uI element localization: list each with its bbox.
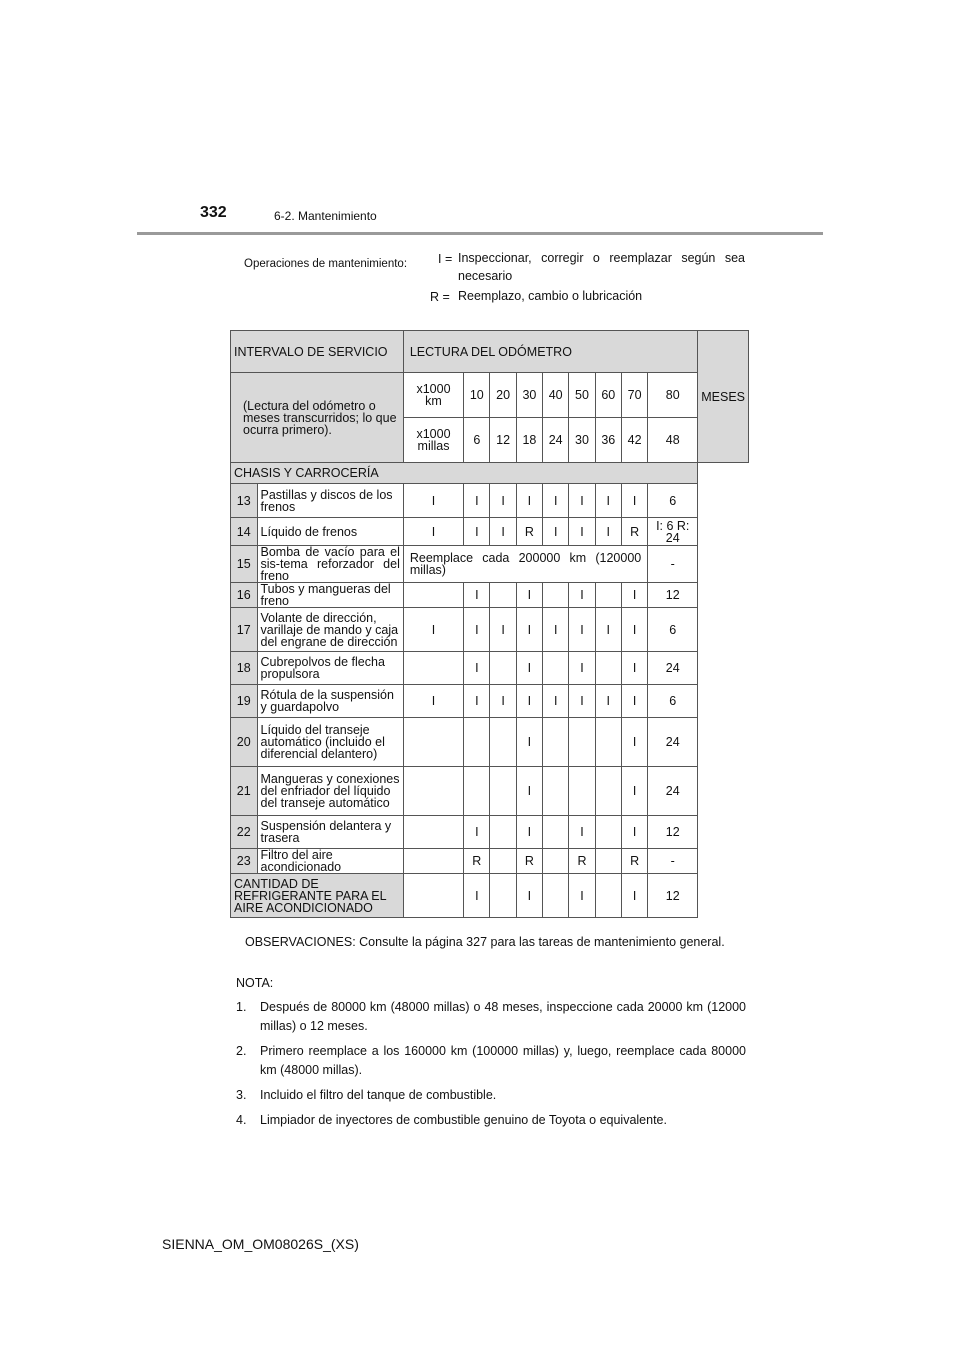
miles-value: 18 xyxy=(516,418,542,463)
row-cell: I xyxy=(490,484,516,518)
row-cell xyxy=(543,718,569,767)
row-cell xyxy=(490,652,516,685)
table-row xyxy=(231,608,749,652)
row-months: - xyxy=(648,546,698,583)
row-number: 15 xyxy=(231,546,258,583)
miles-value: 12 xyxy=(490,418,516,463)
legend-text-i: Inspeccionar, corregir o reemplazar según sea necesario xyxy=(458,251,745,283)
row-number: 19 xyxy=(231,685,258,718)
miles-value: 6 xyxy=(464,418,490,463)
table-row xyxy=(231,652,749,685)
row-cell: I xyxy=(403,608,463,652)
odometer-header: LECTURA DEL ODÓMETRO xyxy=(403,331,697,373)
row-cell: I xyxy=(543,685,569,718)
row-cell: I xyxy=(621,484,647,518)
row-cell xyxy=(595,652,621,685)
table-row xyxy=(231,518,749,546)
row-description: Cubrepolvos de flecha propulsora xyxy=(257,652,403,685)
row-cell: I xyxy=(569,484,595,518)
row-cell xyxy=(543,767,569,816)
row-cell: R xyxy=(621,849,647,874)
row-cell: I xyxy=(516,718,542,767)
row-cell: I xyxy=(621,583,647,608)
row-cell xyxy=(543,652,569,685)
table-row xyxy=(231,718,749,767)
km-value: 70 xyxy=(621,373,647,418)
row-cell: R xyxy=(621,518,647,546)
row-number: 20 xyxy=(231,718,258,767)
refrigerant-months: 12 xyxy=(648,874,698,918)
legend-text-r: Reemplazo, cambio o lubricación xyxy=(458,289,643,303)
refrigerant-cell xyxy=(543,874,569,918)
row-cell: I xyxy=(569,608,595,652)
months-header: MESES xyxy=(698,331,749,463)
row-cell: I xyxy=(490,608,516,652)
note-text: Después de 80000 km (48000 millas) o 48 meses, inspeccione cada 20000 km (12000 millas) o 12 meses. xyxy=(260,1000,746,1033)
miles-label: x1000 millas xyxy=(403,418,463,463)
legend-key-i: I = xyxy=(438,252,453,266)
km-value: 80 xyxy=(648,373,698,418)
refrigerant-cell xyxy=(403,874,463,918)
note-item xyxy=(236,1086,746,1105)
km-row xyxy=(231,373,749,418)
miles-value: 30 xyxy=(569,418,595,463)
header-rule xyxy=(137,232,823,235)
row-cell xyxy=(403,583,463,608)
maintenance-schedule-table xyxy=(230,330,749,918)
row-cell: I xyxy=(621,652,647,685)
row-cell: I xyxy=(569,583,595,608)
row-cell xyxy=(595,849,621,874)
row-cell: I xyxy=(569,816,595,849)
legend-key-r: R = xyxy=(430,290,450,304)
row-cell: I xyxy=(595,608,621,652)
row-cell: I xyxy=(490,685,516,718)
table-row xyxy=(231,816,749,849)
note-number: 4. xyxy=(236,1113,247,1127)
row-months: I: 6 R: 24 xyxy=(648,518,698,546)
row-months: - xyxy=(648,849,698,874)
row-cell: I xyxy=(621,718,647,767)
row-span-text: Reemplace cada 200000 km (120000 millas) xyxy=(403,546,647,583)
row-cell xyxy=(543,849,569,874)
table-row xyxy=(231,583,749,608)
row-cell xyxy=(543,816,569,849)
refrigerant-description: CANTIDAD DE REFRIGERANTE PARA EL AIRE ACONDICIONADO xyxy=(231,874,404,918)
row-cell xyxy=(490,583,516,608)
row-cell: I xyxy=(621,608,647,652)
note-text: Primero reemplace a los 160000 km (100000 millas) y, luego, reemplace cada 80000 km (48000 millas). xyxy=(260,1044,746,1077)
refrigerant-row xyxy=(231,874,749,918)
row-cell: I xyxy=(464,484,490,518)
note-item xyxy=(236,1042,746,1080)
note-number: 1. xyxy=(236,1000,247,1014)
footer-code: SIENNA_OM_OM08026S_(XS) xyxy=(162,1236,359,1252)
row-number: 17 xyxy=(231,608,258,652)
row-number: 16 xyxy=(231,583,258,608)
row-months: 24 xyxy=(648,652,698,685)
note-number: 2. xyxy=(236,1044,247,1058)
table-row xyxy=(231,849,749,874)
row-months: 12 xyxy=(648,816,698,849)
row-cell: I xyxy=(516,685,542,718)
table-row xyxy=(231,685,749,718)
row-description: Tubos y mangueras del freno xyxy=(257,583,403,608)
row-number: 13 xyxy=(231,484,258,518)
row-cell: I xyxy=(595,518,621,546)
row-cell: R xyxy=(516,849,542,874)
row-cell xyxy=(595,816,621,849)
refrigerant-cell xyxy=(490,874,516,918)
km-value: 20 xyxy=(490,373,516,418)
note-text: Incluido el filtro del tanque de combustible. xyxy=(260,1088,497,1102)
refrigerant-cell: I xyxy=(621,874,647,918)
row-cell: I xyxy=(464,685,490,718)
row-cell: I xyxy=(621,767,647,816)
row-cell: I xyxy=(464,583,490,608)
legend-label: Operaciones de mantenimiento: xyxy=(244,258,408,270)
note-item xyxy=(236,1111,746,1130)
row-cell: I xyxy=(490,518,516,546)
row-cell xyxy=(464,718,490,767)
refrigerant-cell: I xyxy=(569,874,595,918)
row-cell xyxy=(490,816,516,849)
row-cell xyxy=(490,849,516,874)
row-months: 6 xyxy=(648,484,698,518)
row-cell: I xyxy=(464,608,490,652)
nota-title: NOTA: xyxy=(236,976,274,990)
row-cell: I xyxy=(516,583,542,608)
row-description: Suspensión delantera y trasera xyxy=(257,816,403,849)
row-months: 6 xyxy=(648,685,698,718)
row-cell xyxy=(595,583,621,608)
row-cell xyxy=(490,767,516,816)
page-number: 332 xyxy=(200,204,227,221)
row-cell xyxy=(569,718,595,767)
km-value: 10 xyxy=(464,373,490,418)
row-cell: I xyxy=(569,685,595,718)
interval-header: INTERVALO DE SERVICIO xyxy=(231,331,404,373)
miles-value: 48 xyxy=(648,418,698,463)
row-cell xyxy=(403,767,463,816)
table-row xyxy=(231,546,749,583)
row-number: 22 xyxy=(231,816,258,849)
row-cell: I xyxy=(595,484,621,518)
refrigerant-cell: I xyxy=(464,874,490,918)
notes-list xyxy=(236,998,746,1136)
row-number: 23 xyxy=(231,849,258,874)
note-text: Limpiador de inyectores de combustible genuino de Toyota o equivalente. xyxy=(260,1113,667,1127)
observations: OBSERVACIONES: Consulte la página 327 para las tareas de mantenimiento general. xyxy=(245,935,725,949)
miles-value: 24 xyxy=(543,418,569,463)
row-number: 14 xyxy=(231,518,258,546)
row-description: Líquido de frenos xyxy=(257,518,403,546)
row-description: Mangueras y conexiones del enfriador del líquido del transeje automático xyxy=(257,767,403,816)
row-months: 12 xyxy=(648,583,698,608)
refrigerant-cell xyxy=(595,874,621,918)
row-months: 6 xyxy=(648,608,698,652)
interval-note: (Lectura del odómetro o meses transcurridos; lo que ocurra primero). xyxy=(231,373,404,463)
row-cell xyxy=(403,816,463,849)
row-cell: I xyxy=(464,652,490,685)
row-cell: I xyxy=(464,816,490,849)
row-cell: I xyxy=(403,685,463,718)
row-months: 24 xyxy=(648,767,698,816)
table-row xyxy=(231,767,749,816)
row-cell: I xyxy=(569,518,595,546)
row-cell: I xyxy=(403,484,463,518)
miles-value: 36 xyxy=(595,418,621,463)
row-description: Volante de dirección, varillaje de mando y caja del engrane de dirección xyxy=(257,608,403,652)
row-number: 18 xyxy=(231,652,258,685)
row-description: Bomba de vacío para el sis-tema reforzador del freno xyxy=(257,546,403,583)
row-cell: I xyxy=(516,484,542,518)
row-cell: I xyxy=(621,685,647,718)
table-row xyxy=(231,484,749,518)
km-value: 60 xyxy=(595,373,621,418)
section-title-chassis: CHASIS Y CARROCERÍA xyxy=(231,463,698,484)
row-cell: I xyxy=(569,652,595,685)
km-value: 50 xyxy=(569,373,595,418)
row-cell: I xyxy=(516,608,542,652)
row-cell: I xyxy=(543,518,569,546)
row-cell: I xyxy=(464,518,490,546)
row-cell xyxy=(543,583,569,608)
km-value: 30 xyxy=(516,373,542,418)
row-months: 24 xyxy=(648,718,698,767)
row-cell xyxy=(569,767,595,816)
row-cell: I xyxy=(621,816,647,849)
miles-value: 42 xyxy=(621,418,647,463)
row-cell: I xyxy=(595,685,621,718)
row-cell xyxy=(403,652,463,685)
row-cell: I xyxy=(516,816,542,849)
row-description: Líquido del transeje automático (incluido el diferencial delantero) xyxy=(257,718,403,767)
row-description: Filtro del aire acondicionado xyxy=(257,849,403,874)
refrigerant-cell: I xyxy=(516,874,542,918)
row-cell: I xyxy=(543,484,569,518)
section-row xyxy=(231,463,749,484)
row-number: 21 xyxy=(231,767,258,816)
row-cell: I xyxy=(516,652,542,685)
row-cell xyxy=(595,767,621,816)
row-cell xyxy=(490,718,516,767)
row-cell: I xyxy=(543,608,569,652)
row-cell: R xyxy=(464,849,490,874)
km-value: 40 xyxy=(543,373,569,418)
row-cell: I xyxy=(516,767,542,816)
header-row xyxy=(231,331,749,373)
row-description: Pastillas y discos de los frenos xyxy=(257,484,403,518)
note-item xyxy=(236,998,746,1036)
row-cell: R xyxy=(516,518,542,546)
section-title: 6-2. Mantenimiento xyxy=(274,209,377,223)
row-cell xyxy=(403,718,463,767)
row-cell: I xyxy=(403,518,463,546)
row-cell xyxy=(595,718,621,767)
row-description: Rótula de la suspensión y guardapolvo xyxy=(257,685,403,718)
km-label: x1000 km xyxy=(403,373,463,418)
row-cell xyxy=(464,767,490,816)
row-cell xyxy=(403,849,463,874)
note-number: 3. xyxy=(236,1088,247,1102)
row-cell: R xyxy=(569,849,595,874)
